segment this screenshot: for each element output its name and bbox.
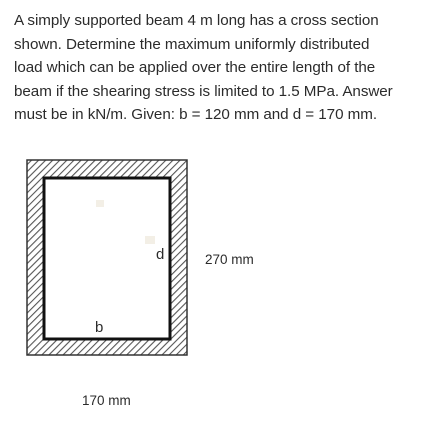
faint-mark	[145, 236, 155, 244]
label-b: b	[95, 319, 104, 336]
problem-line-4: beam if the shearing stress is limited to 1.5 MPa. Answer	[14, 82, 393, 100]
width-dimension-label: 170 mm	[82, 393, 131, 408]
inner-cavity	[44, 178, 170, 339]
height-dimension-label: 270 mm	[205, 252, 254, 267]
faint-mark	[96, 200, 104, 207]
problem-line-5: must be in kN/m. Given: b = 120 mm and d = 170 mm.	[14, 106, 378, 123]
problem-line-3: load which can be applied over the entire length of the	[14, 59, 376, 76]
problem-line-1: A simply supported beam 4 m long has a cross section	[14, 12, 379, 29]
problem-line-2: shown. Determine the maximum uniformly distributed	[14, 35, 370, 53]
label-d: d	[156, 246, 165, 263]
